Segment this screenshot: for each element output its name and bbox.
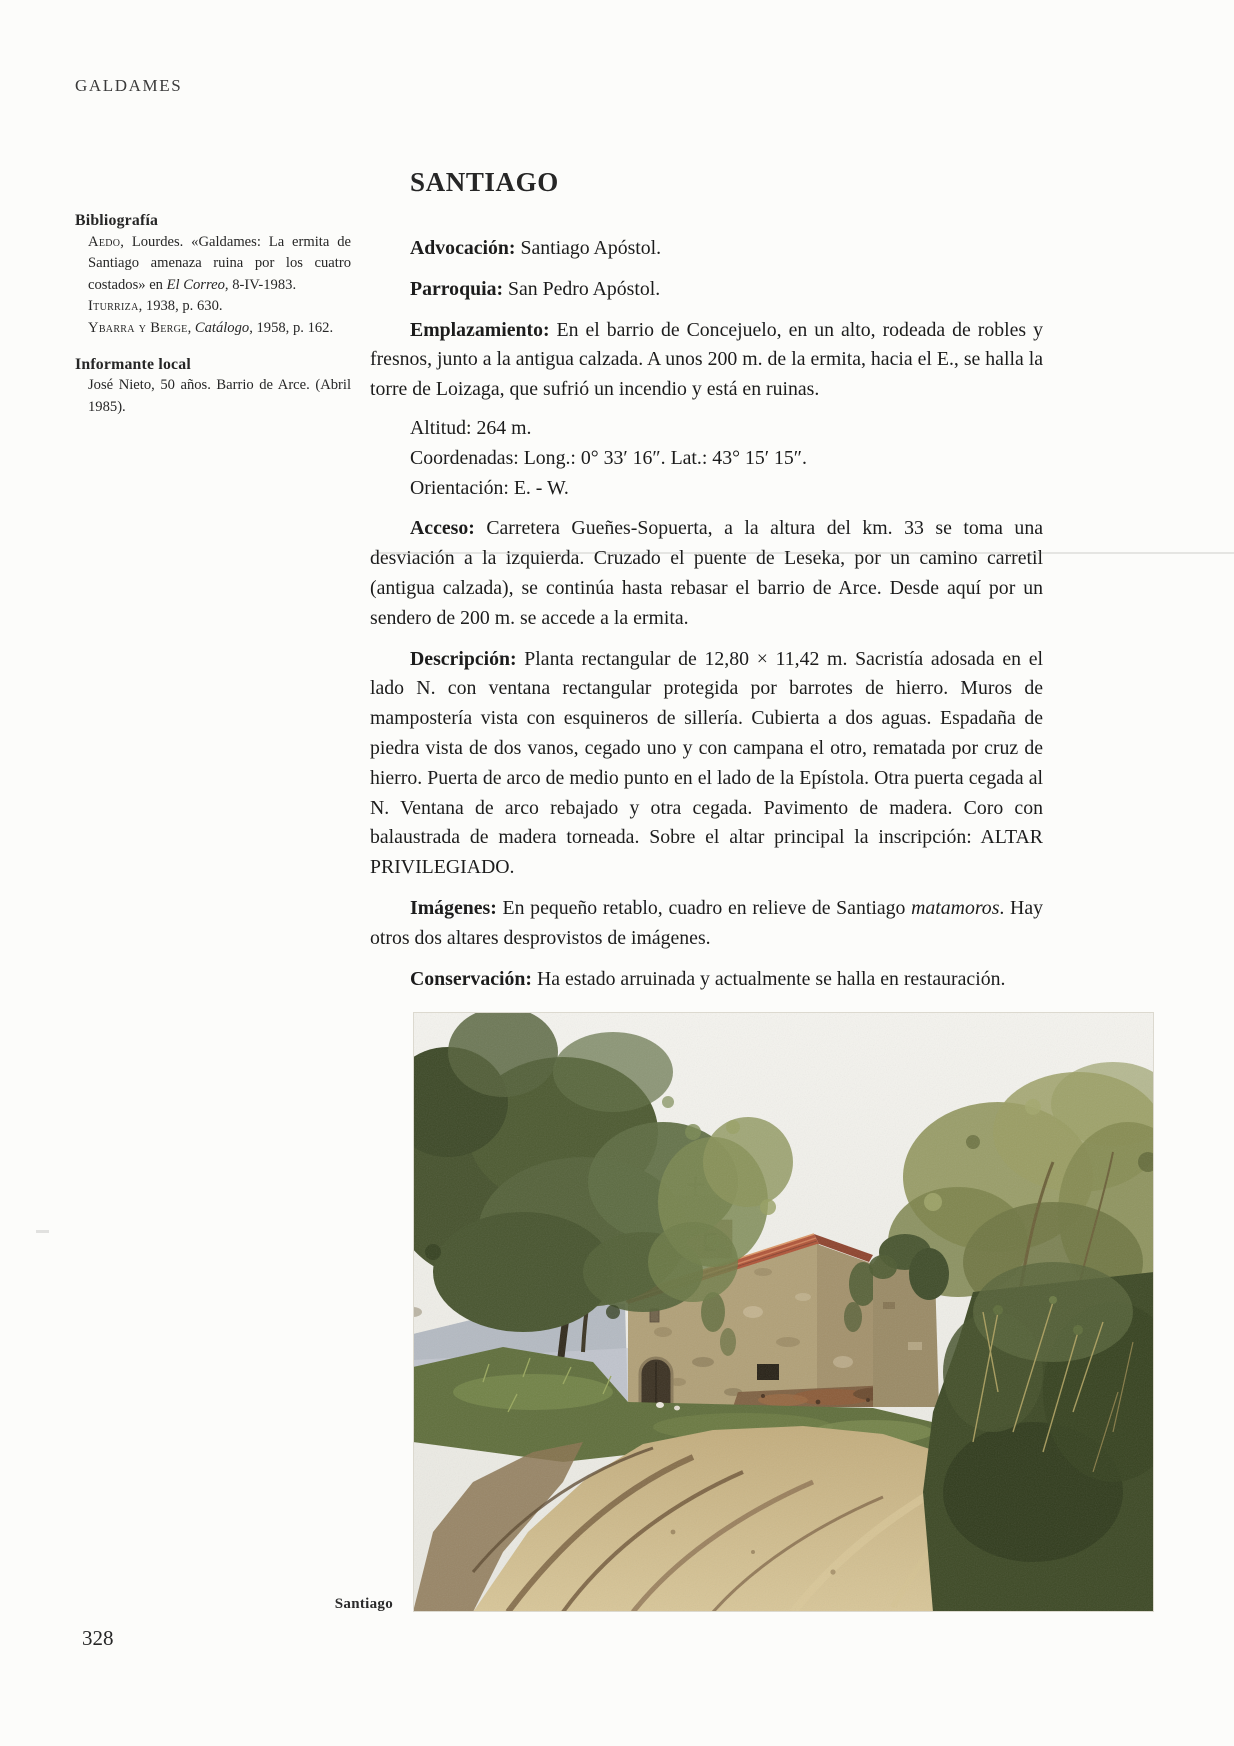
field-label: Acceso:	[410, 517, 475, 540]
bibliography-entries	[75, 232, 351, 340]
field-value: Planta rectangular de 12,80 × 11,42 m. Sacristía adosada en el lado N. con ventana rectangular protegida por barrotes de hierro. Muros de mampostería vista con esquineros de sillería. Cubierta a dos aguas. Espadaña de piedra vista de dos vanos, cegado uno y con campana el otro, rematada por cruz de hierro. Puerta de arco de medio punto en el lado de la Epístola. Otra puerta cegada al N. Ventana de arco rebajado y otra cegada. Pavimento de madera. Coro con balaustrada de madera torneada. Sobre el altar principal la inscripción: ALTAR PRIVILEGIADO.	[370, 647, 1043, 879]
article	[370, 168, 1043, 994]
bibliography-entry	[88, 318, 351, 340]
field-value: En el barrio de Concejuelo, en un alto, rodeada de robles y fresnos, junto a la antigua calzada. A unos 200 m. de la ermita, hacia el E., se halla la torre de Loizaga, que sufrió un incendio y está en ruinas.	[370, 318, 1043, 401]
entry-text: , Lourdes. «Galdames: La ermita de Santiago amenaza ruina por los cuatro costados» en	[88, 233, 351, 293]
field-imagenes	[370, 894, 1043, 954]
scan-artifact-line	[375, 552, 1234, 554]
entry-work-title: El Correo	[166, 276, 225, 293]
scan-artifact-dash	[36, 1230, 49, 1233]
entry-work-title: Catálogo	[194, 319, 250, 336]
field-label: Emplazamiento:	[410, 318, 550, 341]
entry-author: Iturriza	[88, 298, 139, 315]
field-value: En pequeño retablo, cuadro en relieve de Santiago	[502, 896, 912, 919]
technical-data	[370, 414, 1043, 503]
photo-grain	[413, 1012, 1154, 1612]
field-advocacion	[370, 234, 1043, 264]
photo-caption: Santiago	[334, 1596, 393, 1612]
sidebar	[75, 210, 351, 418]
field-conservacion	[370, 965, 1043, 995]
altitude-line: Altitud: 264 m.	[410, 416, 532, 439]
field-label: Imágenes:	[410, 896, 497, 919]
field-label: Conservación:	[410, 967, 532, 990]
field-value: Santiago Apóstol.	[520, 237, 662, 259]
field-value-italic: matamoros	[911, 896, 1000, 919]
field-label: Parroquia:	[410, 277, 504, 300]
bibliography-heading: Bibliografía	[75, 212, 159, 229]
entry-author: Ybarra y Berge	[88, 319, 188, 336]
entry-text: , 1958, p. 162.	[249, 319, 334, 336]
field-value: Ha estado arruinada y actualmente se halla en restauración.	[536, 967, 1006, 990]
field-parroquia	[370, 275, 1043, 305]
informant-heading: Informante local	[75, 355, 191, 373]
entry-author: Aedo	[88, 233, 121, 250]
field-value: Carretera Gueñes-Sopuerta, a la altura del km. 33 se toma una desviación a la izquierda. Cruzado el puente de Leseka, por un camino carretil (antigua calzada), se continúa hasta rebasar el barrio de Arce. Desde aquí por un sendero de 200 m. se accede a la ermita.	[370, 517, 1043, 629]
informant-text: José Nieto, 50 años. Barrio de Arce. (Abril 1985).	[88, 377, 351, 415]
bibliography-entry	[88, 232, 351, 297]
page-number: 328	[82, 1626, 114, 1650]
field-descripcion	[370, 645, 1043, 883]
bibliography-entry	[88, 296, 351, 318]
entry-text: ,	[187, 319, 195, 336]
field-value: . Hay otros dos altares desprovistos de imágenes.	[370, 896, 1043, 949]
entry-text: , 1938, p. 630.	[138, 298, 223, 315]
article-title: SANTIAGO	[410, 167, 559, 197]
coordinates-line: Coordenadas: Long.: 0° 33′ 16″. Lat.: 43° 15′ 15″.	[410, 446, 807, 469]
orientation-line: Orientación: E. - W.	[410, 476, 569, 499]
ermita-photo	[413, 1012, 1154, 1612]
running-header: GALDAMES	[75, 76, 183, 95]
field-acceso	[370, 514, 1043, 633]
field-label: Descripción:	[410, 647, 517, 670]
ermita-photo-illustration	[413, 1012, 1154, 1612]
field-emplazamiento	[370, 316, 1043, 405]
entry-text: , 8-IV-1983.	[224, 276, 297, 293]
field-value: San Pedro Apóstol.	[508, 277, 661, 300]
field-label: Advocación:	[410, 237, 516, 259]
